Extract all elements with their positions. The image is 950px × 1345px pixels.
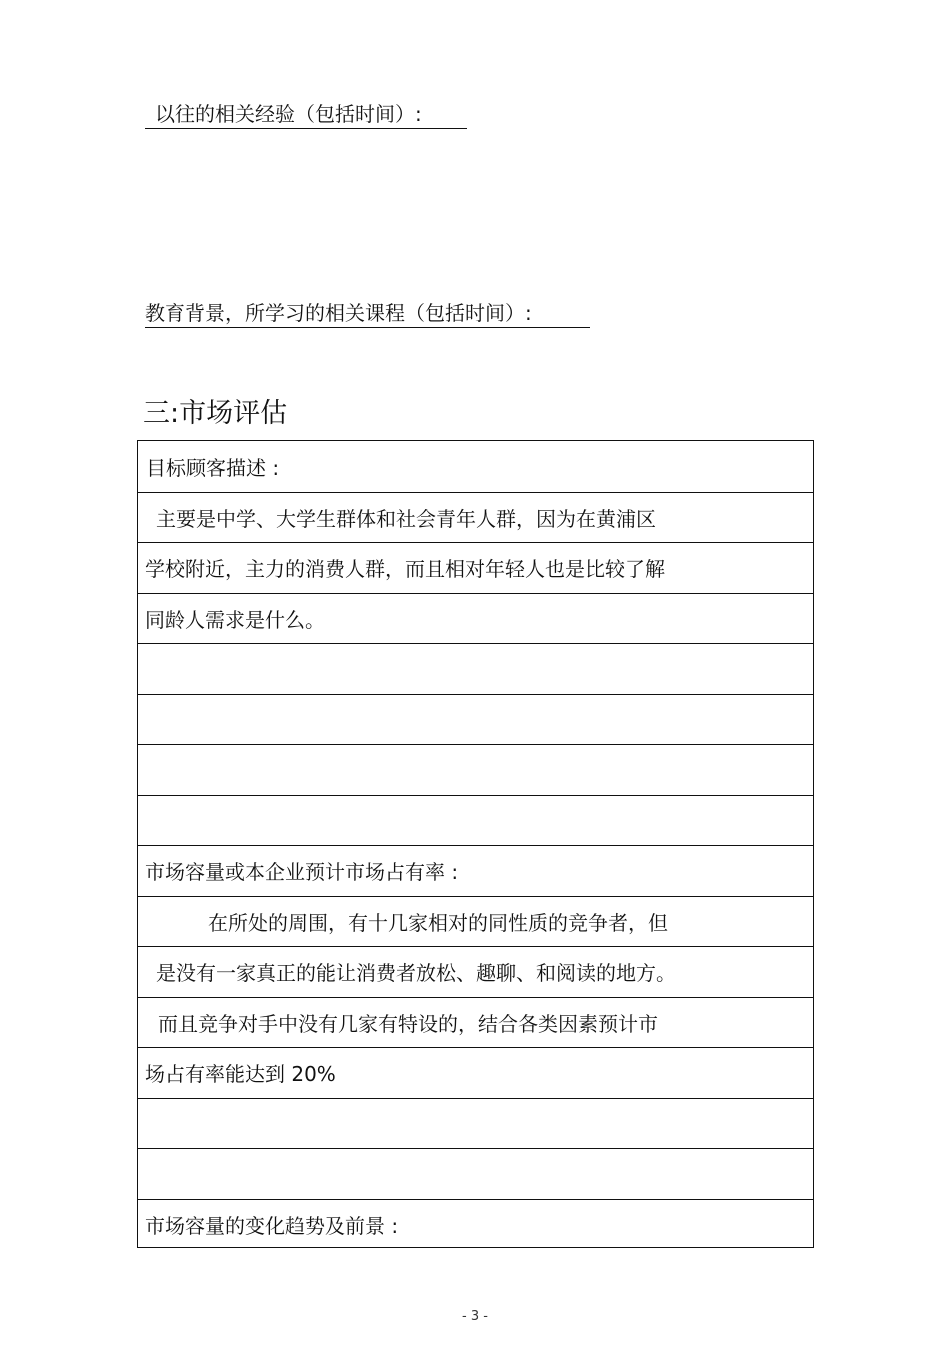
table-row: 学校附近，主力的消费人群，而且相对年轻人也是比较了解 (138, 542, 813, 593)
table-row (138, 694, 813, 745)
prior-experience-label: 以往的相关经验（包括时间）: (145, 101, 467, 129)
page-number: - 3 - (462, 1309, 488, 1324)
table-row: 同龄人需求是什么。 (138, 593, 813, 644)
table-row (138, 1098, 813, 1149)
table-row: 主要是中学、大学生群体和社会青年人群，因为在黄浦区 (138, 492, 813, 543)
table-row (138, 643, 813, 694)
market-assessment-table (137, 440, 814, 1248)
section-heading-market-assessment: 三:市场评估 (143, 398, 288, 429)
education-background-label: 教育背景，所学习的相关课程（包括时间）: (145, 300, 590, 328)
table-row: 市场容量或本企业预计市场占有率 : (138, 845, 813, 896)
table-row: 是没有一家真正的能让消费者放松、趣聊、和阅读的地方。 (138, 946, 813, 997)
table-row (138, 795, 813, 846)
table-row: 而且竞争对手中没有几家有特设的，结合各类因素预计市 (138, 997, 813, 1048)
table-row (138, 744, 813, 795)
table-row: 市场容量的变化趋势及前景 : (138, 1199, 813, 1250)
table-row: 场占有率能达到 20% (138, 1047, 813, 1098)
table-row (138, 1148, 813, 1199)
table-row: 在所处的周围，有十几家相对的同性质的竞争者，但 (138, 896, 813, 947)
table-row: 目标顾客描述 : (146, 455, 280, 480)
